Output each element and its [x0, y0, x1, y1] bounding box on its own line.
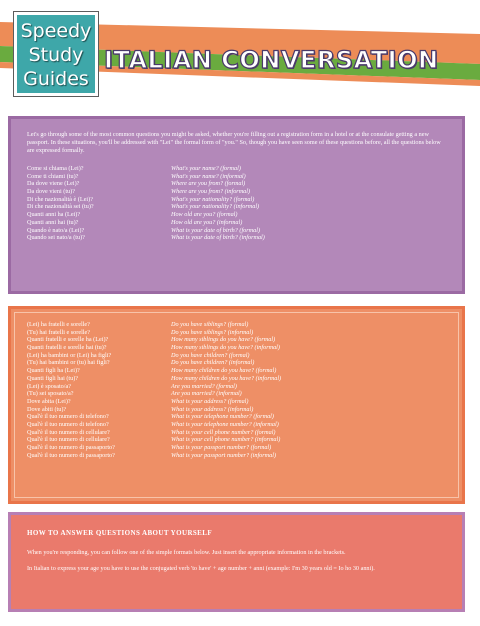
- english-translation: What is your date of birth? (informal): [171, 234, 265, 242]
- italian-phrase: Quanti figli hai (tu)?: [27, 374, 79, 382]
- italian-phrase: Di che nazionalità è (Lei)?: [27, 195, 93, 203]
- italian-phrase: Qual'è il tuo numero di cellulare?: [27, 428, 110, 436]
- phrase-row: [27, 444, 447, 452]
- italian-phrase: Qual'è il tuo numero di telefono?: [27, 420, 109, 428]
- english-translation: How old are you? (formal): [171, 211, 238, 219]
- phrase-row: [27, 219, 447, 227]
- italian-phrase: Dove abiti (tu)?: [27, 405, 67, 413]
- italian-phrase: Quanti anni hai (tu)?: [27, 218, 79, 226]
- section-family-contact-questions: [8, 306, 465, 504]
- italian-phrase: Quando sei nato/a (tu)?: [27, 234, 85, 242]
- english-translation: How old are you? (informal): [171, 218, 243, 226]
- phrase-row: [27, 406, 447, 414]
- phrase-row: [27, 227, 447, 235]
- english-translation: What is your telephone number? (informal): [171, 420, 279, 428]
- italian-phrase: Quanti anni ha (Lei)?: [27, 211, 81, 219]
- intro-paragraph: Let's go through some of the most common questions you might be asked, whether you're filling out a registration form in a hotel or at the consulate getting a new passport. In these situations, you'll be addressed with "Lei" the formal form of "you." So, though you have seen some of these questions before, all the questions below are expressed formally.: [27, 131, 441, 154]
- english-translation: What is your date of birth? (formal): [171, 226, 261, 234]
- phrase-row: [27, 336, 447, 344]
- english-translation: Are you married? (formal): [171, 382, 237, 390]
- phrase-row: [27, 196, 447, 204]
- section-answering: [8, 512, 465, 612]
- italian-phrase: (Lei) ha fratelli e sorelle?: [27, 321, 90, 328]
- phrase-row: [27, 421, 447, 429]
- page-title: ITALIAN CONVERSATION: [104, 46, 439, 74]
- phrase-row: [27, 383, 447, 391]
- english-translation: How many siblings do you have? (formal): [171, 336, 276, 344]
- english-translation: What's your name? (formal): [171, 165, 241, 172]
- phrase-row: [27, 188, 447, 196]
- english-translation: What is your telephone number? (formal): [171, 413, 274, 421]
- italian-phrase: (Tu) hai fratelli e sorelle?: [27, 328, 90, 336]
- italian-phrase: Di che nazionalità sei (tu)?: [27, 203, 94, 211]
- italian-phrase: Qual'è il tuo numero di telefono?: [27, 413, 109, 421]
- phrase-row: [27, 390, 447, 398]
- question-list-1: [27, 165, 447, 242]
- phrase-row: [27, 452, 447, 460]
- italian-phrase: Quanti figli ha (Lei)?: [27, 367, 80, 375]
- logo-line-3: Guides: [23, 68, 89, 90]
- section-heading: HOW TO ANSWER QUESTIONS ABOUT YOURSELF: [27, 529, 213, 537]
- english-translation: What is your passport number? (informal): [171, 451, 277, 459]
- english-translation: Do you have siblings? (informal): [171, 328, 254, 336]
- italian-phrase: Quanti fratelli e sorelle hai (tu)?: [27, 344, 107, 352]
- phrase-row: [27, 211, 447, 219]
- english-translation: What's your nationality? (informal): [171, 203, 260, 211]
- italian-phrase: Qual'è il tuo numero di passaporto?: [27, 444, 115, 451]
- english-translation: What is your address? (informal): [171, 405, 254, 413]
- phrase-row: [27, 429, 447, 437]
- phrase-row: [27, 398, 447, 406]
- phrase-row: [27, 173, 447, 181]
- phrase-row: [27, 165, 447, 173]
- italian-phrase: (Tu) sei sposato/a?: [27, 390, 74, 398]
- phrase-row: [27, 413, 447, 421]
- header-banner: [0, 0, 480, 108]
- italian-phrase: Quando è nato/a (Lei)?: [27, 226, 85, 234]
- italian-phrase: Qual'è il tuo numero di cellulare?: [27, 436, 110, 444]
- phrase-row: [27, 321, 447, 329]
- phrase-row: [27, 203, 447, 211]
- answer-paragraph-2: In Italian to express your age you have to use the conjugated verb 'to have' + age number + anni (example: I'm 30 years old = Io ho 30 anni).: [27, 565, 375, 572]
- phrase-row: [27, 344, 447, 352]
- english-translation: What's your name? (informal): [171, 172, 246, 180]
- speedy-study-guides-logo: [14, 12, 98, 96]
- phrase-row: [27, 359, 447, 367]
- italian-phrase: Come ti chiami (tu)?: [27, 172, 79, 180]
- english-translation: Are you married? (informal): [171, 390, 242, 398]
- italian-phrase: Da dove vieni (tu)?: [27, 188, 75, 196]
- italian-phrase: (Tu) hai bambini or (tu) hai figli?: [27, 359, 110, 367]
- question-list-2: [27, 321, 447, 459]
- english-translation: What is your cell phone number? (informal): [171, 436, 281, 444]
- italian-phrase: Quanti fratelli e sorelle ha (Lei)?: [27, 336, 109, 344]
- english-translation: What is your cell phone number? (formal): [171, 428, 276, 436]
- phrase-row: [27, 352, 447, 360]
- english-translation: What's your nationality? (formal): [171, 195, 255, 203]
- english-translation: How many siblings do you have? (informal): [171, 344, 280, 352]
- phrase-row: [27, 375, 447, 383]
- english-translation: Do you have siblings? (formal): [171, 321, 249, 328]
- italian-phrase: Qual'è il tuo numero di passaporto?: [27, 451, 115, 459]
- phrase-row: [27, 180, 447, 188]
- section-formal-questions: [8, 116, 465, 294]
- italian-phrase: Come si chiama (Lei)?: [27, 165, 84, 172]
- phrase-row: [27, 436, 447, 444]
- english-translation: Where are you from? (informal): [171, 188, 251, 196]
- italian-phrase: (Lei) è sposato/a?: [27, 382, 71, 390]
- english-translation: What is your address? (formal): [171, 397, 249, 405]
- english-translation: Do you have children? (informal): [171, 359, 255, 367]
- phrase-row: [27, 329, 447, 337]
- italian-phrase: Dove abita (Lei)?: [27, 397, 71, 405]
- english-translation: Do you have children? (formal): [171, 351, 250, 359]
- logo-line-1: Speedy: [20, 20, 92, 42]
- english-translation: Where are you from? (formal): [171, 180, 246, 188]
- phrase-row: [27, 367, 447, 375]
- english-translation: How many children do you have? (formal): [171, 367, 277, 375]
- italian-phrase: Da dove viene (Lei)?: [27, 180, 80, 188]
- english-translation: What is your passport number? (formal): [171, 444, 272, 451]
- english-translation: How many children do you have? (informal): [171, 374, 282, 382]
- phrase-row: [27, 234, 447, 242]
- italian-phrase: (Lei) ha bambini or (Lei) ha figli?: [27, 351, 112, 359]
- logo-line-2: Study: [28, 44, 84, 66]
- answer-paragraph-1: When you're responding, you can follow one of the simple formats below. Just insert the appropriate information in the brackets.: [27, 549, 346, 556]
